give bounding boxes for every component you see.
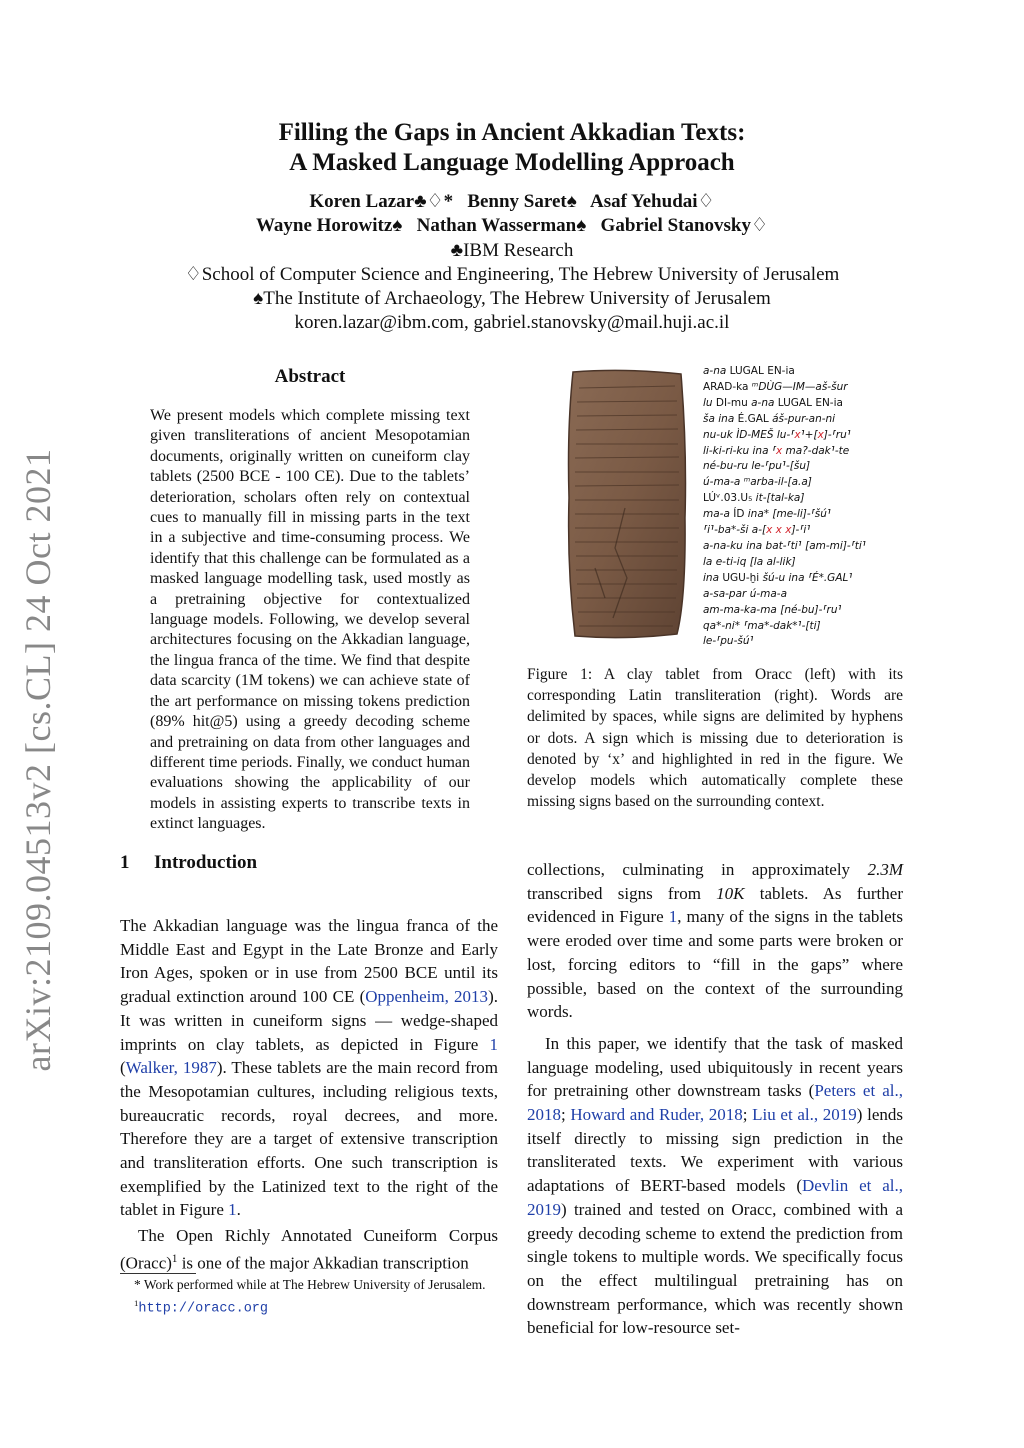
transliteration-line: LÚᵛ.03.U₅ it-[tal-ka] xyxy=(703,492,805,505)
transliteration-line: né-bu-ru le-⸢pu⸣-[šu] xyxy=(703,460,811,473)
author-list xyxy=(0,190,1024,238)
figure-1-caption: Figure 1: A clay tablet from Oracc (left) with its corresponding Latin transliteration (right). Words are delimited by spaces, while signs are delimited by hyphens or dots. A sign which is missing due to deterioration is denoted by ‘x’ and highlighted in red in the figure. We develop models which automatically complete these missing signs based on the surrounding context. xyxy=(527,666,903,811)
transliteration-line: ú-ma-a ᵐarba-il-[a.a] xyxy=(703,476,812,489)
section-title: Introduction xyxy=(154,852,258,873)
intro-right-column xyxy=(527,858,903,1340)
intro-paragraph-4: In this paper, we identify that the task of masked language modeling, used ubiquitously in recent years for pretraining other downstream tasks (Peters et al., 2018; Howard and Ruder, 2018; Liu et al., 2019) lends itself directly to missing sign prediction in the transliterated texts. We experiment with various adaptations of BERT-based models (Devlin et al., 2019) trained and tested on Oracc, combined with a greedy decoding scheme to extend the prediction from single tokens to multiple words. We specifically focus on the effect multilingual pretraining has on downstream performance, which was recently shown beneficial for low-resource set- xyxy=(527,1033,903,1338)
transliteration-line: ⸢i⸣-ba*-ši a-[x x x]-⸢i⸣ xyxy=(703,524,811,537)
title-line-1: Filling the Gaps in Ancient Akkadian Texts: xyxy=(278,119,746,146)
section-number: 1 xyxy=(120,852,130,873)
title-line-2: A Masked Language Modelling Approach xyxy=(289,149,735,176)
abstract-heading: Abstract xyxy=(274,366,346,387)
transliteration-line: le-⸢pu-šú⸣ xyxy=(703,635,754,648)
intro-paragraph-2: The Open Richly Annotated Cuneiform Corpus (Oracc)$^1$ is one of the major Akkadian transcription xyxy=(120,1226,498,1273)
authors-line-2: Wayne Horowitz♠ Nathan Wasserman♠ Gabriel Stanovsky♢ xyxy=(255,215,769,236)
transliteration-line: nu-uk ÌD-MEŠ lu-⸢x⸣+[x]-⸢ru⸣ xyxy=(703,428,851,441)
oracc-url[interactable]: http://oracc.org xyxy=(138,1301,269,1317)
footnote-star: * Work performed while at The Hebrew University of Jerusalem. xyxy=(134,1277,486,1292)
citation-walker[interactable]: Walker, 1987 xyxy=(125,1058,217,1078)
transliteration xyxy=(703,364,913,650)
transliteration-line: ma-a ÍD ina* [me-li]-⸢šú⸣ xyxy=(703,508,831,521)
footnotes xyxy=(120,1276,498,1318)
transliteration-line: ARAD-ka ᵐDÙG—IM—aš-šur xyxy=(703,380,848,393)
affiliations xyxy=(0,239,1024,335)
abstract-text: We present models which complete missing text given transliterations of ancient Mesopotamian documents, originally written on cuneiform clay tablets (2500 BCE - 100 CE). Due to the tablets’ deterioration, scholars often rely on contextual cues to manually fill in missing parts in the text in a subjective and time-consuming process. We identify that this challenge can be formulated as a masked language modelling task, used mostly as a pretraining objective for contextualized language models. Following, we develop several architectures focusing on the Akkadian language, the lingua franca of the time. We find that despite data scarcity (1M tokens) we can achieve state of the art performance on missing tokens prediction (89% hit@5) using a greedy decoding scheme and pretraining on data from other languages and different time periods. Finally, we conduct human evaluations showing the applicability of our models in assisting experts to transcribe texts in extinct languages. xyxy=(150,407,470,833)
author-emails[interactable]: koren.lazar@ibm.com, gabriel.stanovsky@mail.huji.ac.il xyxy=(294,312,730,333)
authors-line-1: Koren Lazar♣♢* Benny Saret♠ Asaf Yehudai♢ xyxy=(309,191,715,212)
arxiv-id[interactable]: arXiv:2109.04513v2 [cs.CL] 24 Oct 2021 xyxy=(18,448,58,1072)
transliteration-line: ša ina É.GAL áš-pur-an-ni xyxy=(703,412,836,425)
transliteration-line: a-sa-par ú-ma-a xyxy=(703,587,788,600)
section-heading-introduction xyxy=(120,852,257,874)
intro-left-column xyxy=(120,914,498,1275)
transliteration-line: a-na-ku ina bat-⸢ti⸣ [am-mi]-⸢ti⸣ xyxy=(703,539,866,552)
footnote-marker[interactable]: 1 xyxy=(171,1252,178,1265)
citation-peters[interactable]: Peters et al., 2018 xyxy=(527,1081,903,1125)
transliteration-line: a-na LUGAL EN-ia xyxy=(703,365,795,377)
transliteration-line: li-ki-ri-ku ina ⸢x ma?-dak⸣-te xyxy=(703,444,850,457)
citation-howard-ruder[interactable]: Howard and Ruder, 2018 xyxy=(570,1105,743,1125)
figure-ref[interactable]: 1 xyxy=(489,1034,498,1054)
transliteration-line: qa*-ni* ⸢ma*-dak*⸣-[ti] xyxy=(703,619,821,632)
paper-title xyxy=(0,118,1024,178)
transliteration-line: la e-ti-iq [la al-lik] xyxy=(703,555,796,568)
figure-ref[interactable]: 1 xyxy=(668,907,678,927)
affiliation-archaeology: ♠The Institute of Archaeology, The Hebrew University of Jerusalem xyxy=(253,288,771,309)
footnote-1: $^1$http://oracc.org xyxy=(134,1298,269,1317)
intro-paragraph-1: The Akkadian language was the lingua franca of the Middle East and Egypt in the Late Bronze and Early Iron Ages, spoken or in use from 2500 BCE until its gradual extinction around 100 CE (Oppenheim, 2013). It was written in cuneiform signs — wedge-shaped imprints on clay tablets, as depicted in Figure 1 (Walker, 1987). These tablets are the main record from the Mesopotamian cultures, including religious texts, bureaucratic records, royal decrees, and more. Therefore they are a target of extensive transcription and transliteration efforts. One such transcription is exemplified by the Latinized text to the right of the tablet in Figure 1. xyxy=(120,916,498,1220)
footnote-rule xyxy=(120,1273,196,1274)
transliteration-line: am-ma-ka-ma [né-bu]-⸢ru⸣ xyxy=(703,603,842,616)
affiliation-cs: ♢School of Computer Science and Engineering, The Hebrew University of Jerusalem xyxy=(184,264,840,285)
citation-liu[interactable]: Liu et al., 2019 xyxy=(752,1105,857,1125)
transliteration-line: lu DI-mu a-na LUGAL EN-ia xyxy=(703,396,843,409)
affiliation-ibm: ♣IBM Research xyxy=(450,240,574,261)
clay-tablet-image xyxy=(565,368,689,640)
intro-paragraph-3: collections, culminating in approximately 2.3M transcribed signs from 10K tablets. As further evidenced in Figure 1, many of the signs in the tablets were eroded over time and some parts were broken or lost, forcing editors to “fill in the gaps” where possible, based on the context of the surrounding words. xyxy=(527,860,903,1022)
citation-devlin[interactable]: Devlin et al., 2019 xyxy=(527,1176,903,1219)
transliteration-line: ina UGU-ḫi šú-u ina ⸢É*.GAL⸣ xyxy=(703,571,853,584)
citation-oppenheim[interactable]: Oppenheim, 2013 xyxy=(365,987,489,1007)
figure-ref[interactable]: 1 xyxy=(228,1200,237,1220)
